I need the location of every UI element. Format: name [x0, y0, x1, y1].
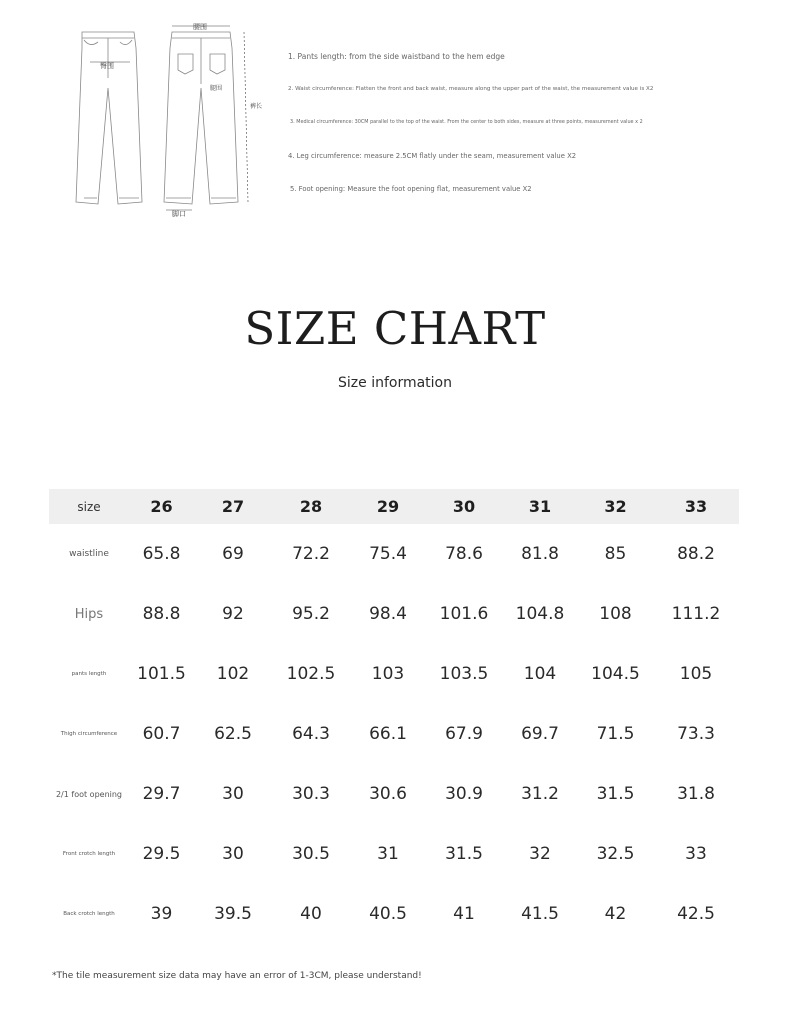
table-cell: 101.6 — [439, 604, 489, 624]
thigh-label: 腿围 — [210, 85, 223, 92]
note-pants-length: 1. Pants length: from the side waistband to the hem edge — [288, 52, 505, 61]
table-cell: 102.5 — [286, 664, 336, 684]
note-leg: 4. Leg circumference: measure 2.5CM flatly under the seam, measurement value X2 — [288, 152, 577, 160]
table-cell: 60.7 — [142, 724, 181, 744]
table-cell: 33 — [685, 844, 707, 864]
table-cell: 62.5 — [214, 724, 252, 744]
table-cell: 75.4 — [369, 544, 407, 564]
table-cell: 101.5 — [137, 664, 186, 684]
table-cell: 69 — [222, 544, 244, 564]
size-header: 31 — [528, 497, 552, 516]
table-cell: 111.2 — [671, 604, 721, 624]
row-label: Thigh circumference — [60, 731, 118, 737]
table-cell: 71.5 — [596, 724, 635, 744]
table-cell: 30.5 — [292, 844, 330, 864]
table-cell: 30 — [222, 784, 244, 804]
table-row-thigh-circumference — [49, 704, 739, 764]
table-cell: 29.5 — [142, 844, 181, 864]
table-cell: 95.2 — [292, 604, 330, 624]
size-column-label: size — [77, 499, 101, 514]
table-cell: 39 — [150, 904, 173, 924]
table-cell: 103.5 — [439, 664, 489, 684]
table-cell: 31 — [377, 844, 399, 864]
size-header: 26 — [150, 497, 173, 516]
size-header: 33 — [684, 497, 708, 516]
table-row-back-crotch — [49, 884, 739, 944]
hip-label: 臀围 — [100, 62, 114, 70]
table-cell: 104 — [523, 664, 557, 684]
table-cell: 30.3 — [292, 784, 330, 804]
table-cell: 66.1 — [369, 724, 407, 744]
row-label: pants length — [71, 671, 107, 677]
table-cell: 69.7 — [521, 724, 559, 744]
table-row-pants-length — [49, 644, 739, 704]
table-row-waistline — [49, 524, 739, 584]
table-cell: 73.3 — [677, 724, 715, 744]
foot-label: 脚口 — [172, 210, 186, 218]
table-cell: 104.5 — [591, 664, 640, 684]
table-cell: 103 — [371, 664, 405, 684]
table-row-hips — [49, 584, 739, 644]
table-cell: 81.8 — [521, 544, 559, 564]
size-header: 30 — [452, 497, 476, 516]
table-cell: 31.8 — [677, 784, 715, 804]
table-cell: 85 — [604, 544, 627, 564]
row-label: Back crotch length — [63, 911, 115, 917]
table-cell: 64.3 — [292, 724, 330, 744]
table-cell: 102 — [216, 664, 250, 684]
footnote: *The tile measurement size data may have an error of 1-3CM, please understand! — [52, 971, 422, 981]
table-row-foot-opening — [49, 764, 739, 824]
note-waist: 2. Waist circumference: Flatten the front and back waist, measure along the upper part of the waist, the measurement value is X2 — [288, 86, 654, 92]
size-header: 27 — [221, 497, 245, 516]
table-cell: 42 — [604, 904, 627, 924]
page-subtitle: Size information — [338, 375, 452, 391]
row-label: waistline — [69, 549, 109, 559]
table-cell: 30.9 — [445, 784, 483, 804]
table-cell: 29.7 — [142, 784, 181, 804]
size-header: 32 — [604, 497, 627, 516]
table-cell: 98.4 — [369, 604, 407, 624]
table-row-front-crotch — [49, 824, 739, 884]
table-cell: 31.2 — [521, 784, 559, 804]
note-foot-opening: 5. Foot opening: Measure the foot opening flat, measurement value X2 — [290, 185, 532, 193]
pants-diagram — [60, 18, 290, 218]
table-cell: 72.2 — [292, 544, 330, 564]
table-cell: 40.5 — [369, 904, 407, 924]
table-cell: 32 — [529, 844, 551, 864]
table-cell: 40 — [300, 904, 322, 924]
size-header: 28 — [299, 497, 323, 516]
table-cell: 65.8 — [142, 544, 181, 564]
table-cell: 92 — [222, 604, 244, 624]
table-cell: 104.8 — [515, 604, 565, 624]
row-label: Front crotch length — [62, 851, 116, 857]
table-cell: 31.5 — [596, 784, 635, 804]
table-cell: 108 — [599, 604, 632, 624]
table-cell: 88.8 — [142, 604, 181, 624]
table-header-row — [49, 489, 739, 524]
size-table — [49, 489, 739, 944]
note-hip: 3. Medical circumference: 30CM parallel to the top of the waist. From the center to both sides, measure at three points, measurement value x 2 — [290, 119, 643, 125]
table-cell: 30 — [222, 844, 244, 864]
table-cell: 31.5 — [445, 844, 483, 864]
table-cell: 41 — [453, 904, 475, 924]
row-label: Hips — [74, 606, 104, 622]
table-cell: 88.2 — [677, 544, 715, 564]
table-cell: 39.5 — [214, 904, 252, 924]
table-cell: 32.5 — [596, 844, 635, 864]
measurement-notes — [288, 0, 768, 220]
table-cell: 67.9 — [445, 724, 483, 744]
table-cell: 30.6 — [369, 784, 407, 804]
length-label: 裤长 — [250, 103, 263, 110]
table-cell: 41.5 — [521, 904, 559, 924]
table-cell: 42.5 — [677, 904, 715, 924]
table-cell: 78.6 — [445, 544, 483, 564]
waist-label: 腰围 — [193, 23, 207, 31]
row-label: 2/1 foot opening — [55, 789, 123, 799]
page-title: SIZE CHART — [244, 302, 546, 355]
table-cell: 105 — [679, 664, 713, 684]
size-header: 29 — [376, 497, 400, 516]
